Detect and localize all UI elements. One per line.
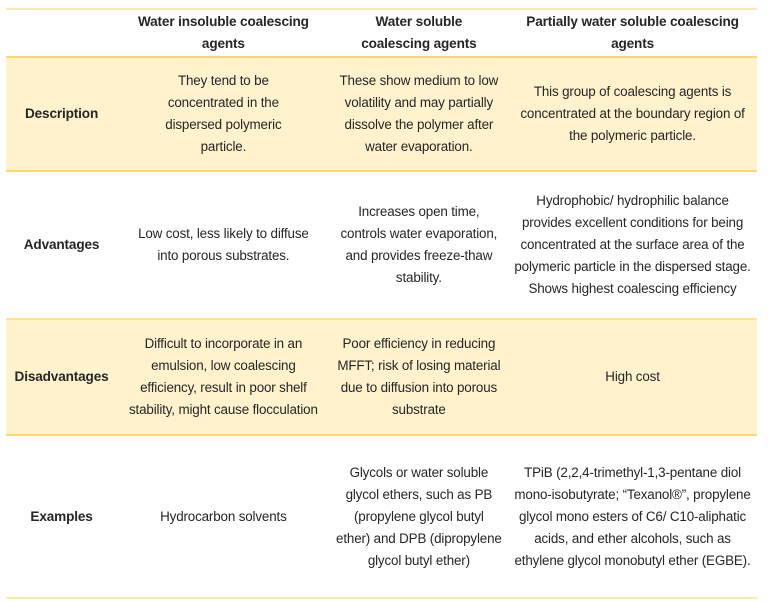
cell-disadvantages-partial: High cost <box>605 369 660 384</box>
row-examples <box>6 435 757 598</box>
cell-examples-insoluble: Hydrocarbon solvents <box>160 508 287 524</box>
row-description <box>6 57 757 171</box>
row-label-description: Description <box>24 106 99 121</box>
row-label-disadvantages: Disadvantages <box>14 369 109 384</box>
header-partially-water-soluble: Partially water soluble coalescing agents <box>526 14 739 51</box>
row-advantages <box>6 171 757 319</box>
coalescing-agents-table <box>6 8 757 599</box>
cell-description-partial: This group of coalescing agents is concentrated at the boundary region of the polymeric particle. <box>520 84 745 143</box>
row-disadvantages <box>6 319 757 435</box>
cell-description-insoluble: They tend to be concentrated in the dispersed polymeric particle. <box>165 73 282 154</box>
row-label-examples: Examples <box>30 508 93 524</box>
cell-description-soluble: These show medium to low volatility and may partially dissolve the polymer after water evaporation. <box>339 73 499 154</box>
header-water-insoluble: Water insoluble coalescing agents <box>137 14 309 51</box>
cell-examples-soluble: Glycols or water soluble glycol ethers, such as PB (propylene glycol butyl ether) and DPB (dipropylene glycol butyl ether) <box>336 464 502 568</box>
row-label-advantages: Advantages <box>23 237 100 252</box>
cell-advantages-partial: Hydrophobic/ hydrophilic balance provides excellent conditions for being concentrated at the surface area of the polymeric particle in the dispersed stage. Shows highest coalescing efficiency <box>514 193 751 296</box>
cell-advantages-soluble: Increases open time, controls water evaporation, and provides freeze-thaw stability. <box>340 204 498 285</box>
header-row <box>6 9 757 57</box>
cell-disadvantages-insoluble: Difficult to incorporate in an emulsion, low coalescing efficiency, result in poor shelf stability, might cause flocculation <box>129 336 318 417</box>
cell-advantages-insoluble: Low cost, less likely to diffuse into porous substrates. <box>138 226 309 263</box>
header-empty <box>6 9 117 57</box>
cell-disadvantages-soluble: Poor efficiency in reducing MFFT; risk of losing material due to diffusion into porous substrate <box>337 336 501 417</box>
cell-examples-partial: TPiB (2,2,4-trimethyl-1,3-pentane diol mono-isobutyrate; “Texanol®”, propylene glycol mono esters of C6/ C10-aliphatic acids, and ether alcohols, such as ethylene glycol monobutyl ether (EGBE). <box>514 464 751 568</box>
header-water-soluble: Water soluble coalescing agents <box>361 14 477 51</box>
